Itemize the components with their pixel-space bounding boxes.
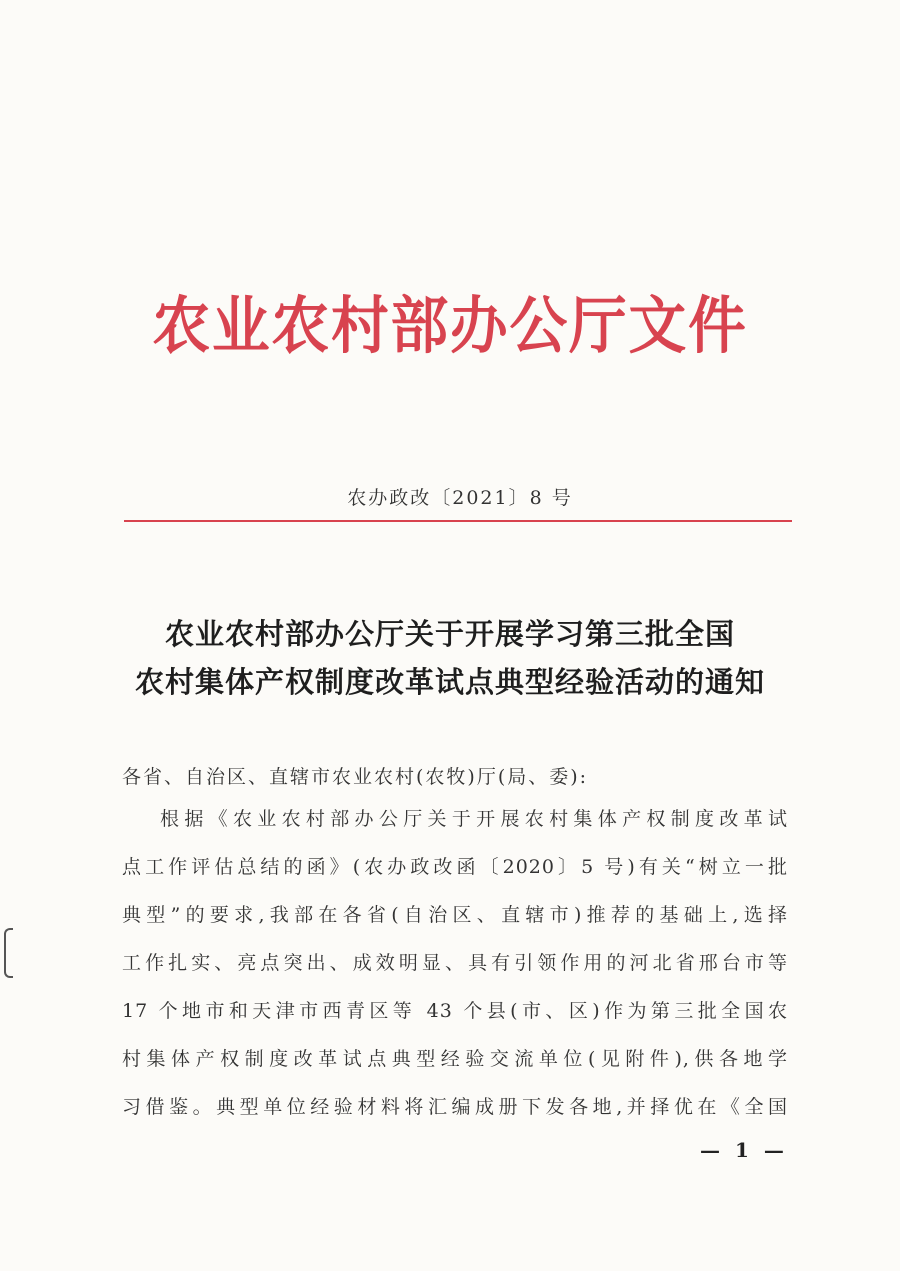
- document-title-line-1: 农业农村部办公厅关于开展学习第三批全国: [164, 617, 735, 651]
- body-line-3: 典型”的要求,我部在各省(自治区、直辖市)推荐的基础上,选择: [122, 904, 788, 926]
- body-line-6: 村集体产权制度改革试点典型经验交流单位(见附件),供各地学: [122, 1048, 788, 1070]
- document-number: 农办政改〔2021〕8 号: [347, 487, 573, 509]
- salutation: 各省、自治区、直辖市农业农村(农牧)厅(局、委):: [122, 766, 589, 788]
- masthead-title: 农业农村部办公厅文件: [152, 289, 748, 362]
- page-number: — 1 —: [700, 1138, 788, 1162]
- document-title-line-2: 农村集体产权制度改革试点典型经验活动的通知: [134, 665, 765, 699]
- red-separator-line: [124, 520, 792, 522]
- binding-hole-mark: [4, 928, 13, 978]
- body-line-2: 点工作评估总结的函》(农办政改函〔2020〕5 号)有关“树立一批: [122, 856, 788, 878]
- document-title: [0, 610, 900, 706]
- body-line-7: 习借鉴。典型单位经验材料将汇编成册下发各地,并择优在《全国: [122, 1096, 788, 1118]
- body-line-5: 17 个地市和天津市西青区等 43 个县(市、区)作为第三批全国农: [122, 1000, 788, 1022]
- body-line-4: 工作扎实、亮点突出、成效明显、具有引领作用的河北省邢台市等: [122, 952, 788, 974]
- body-line-1: 根据《农业农村部办公厅关于开展农村集体产权制度改革试: [160, 808, 788, 830]
